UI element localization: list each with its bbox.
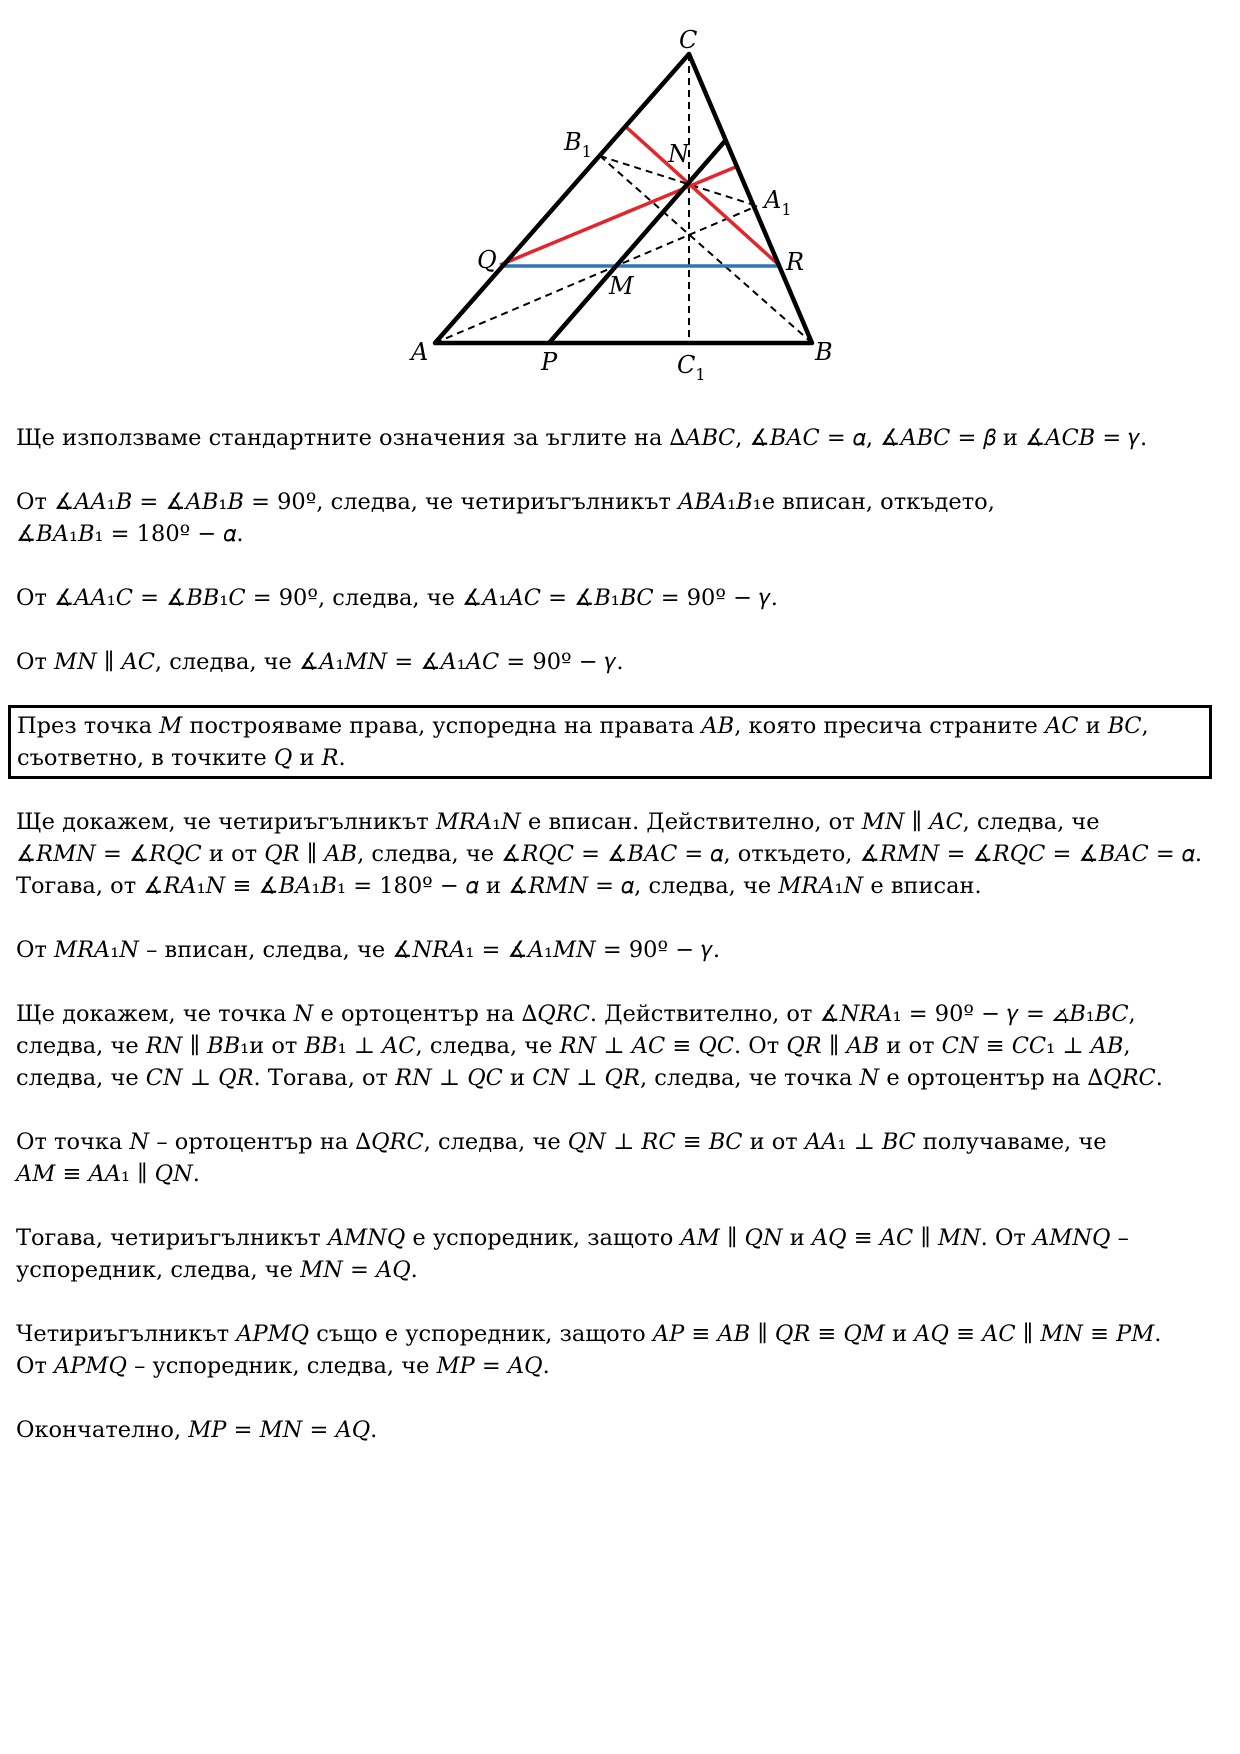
paragraph-amnq-parallelogram: [16, 1222, 1226, 1286]
segment-p-to-bc: [549, 141, 725, 343]
text-line: следва, че 𝐶𝑁 ⊥ 𝑄𝑅. Тогава, от 𝑅𝑁 ⊥ 𝑄𝐶 и 𝐶𝑁 ⊥ 𝑄𝑅, следва, че точка 𝑁 е ортоцентър на ∆𝑄𝑅𝐶.: [16, 1065, 1163, 1091]
text-line: През точка 𝑀 построяваме права, успоредна на правата 𝐴𝐵, която пресича страните 𝐴𝐶 и 𝐵𝐶,: [17, 713, 1149, 739]
paragraph-angles-90-gamma: [16, 582, 1226, 614]
text-line: ∡𝐵𝐴₁𝐵₁ = 180º − 𝛼.: [16, 521, 244, 547]
geometry-figure: [0, 0, 1240, 400]
text-line: От 𝑀𝑅𝐴₁𝑁 – вписан, следва, че ∡𝑁𝑅𝐴₁ = ∡𝐴₁𝑀𝑁 = 90º − 𝛾.: [16, 937, 721, 963]
paragraph-notation: [16, 422, 1226, 454]
label-q: Q: [477, 246, 497, 274]
label-a1: $A_1$: [764, 186, 792, 219]
text-line: 𝐴𝑀 ≡ 𝐴𝐴₁ ∥ 𝑄𝑁.: [16, 1161, 200, 1187]
text-line: Тогава, четириъгълникът 𝐴𝑀𝑁𝑄 е успоредник, защото 𝐴𝑀 ∥ 𝑄𝑁 и 𝐴𝑄 ≡ 𝐴𝐶 ∥ 𝑀𝑁. От 𝐴𝑀𝑁𝑄 –: [16, 1225, 1129, 1251]
label-c1: $C_1$: [677, 351, 706, 384]
text-line: Ще докажем, че четириъгълникът 𝑀𝑅𝐴₁𝑁 е вписан. Действително, от 𝑀𝑁 ∥ 𝐴𝐶, следва, че: [16, 809, 1100, 835]
segment-qn-extended: [500, 166, 738, 265]
paragraph-apmq-parallelogram: [16, 1318, 1226, 1382]
label-n: N: [668, 140, 689, 168]
text-line: Четириъгълникът 𝐴𝑃𝑀𝑄 също е успоредник, защото 𝐴𝑃 ≡ 𝐴𝐵 ∥ 𝑄𝑅 ≡ 𝑄𝑀 и 𝐴𝑄 ≡ 𝐴𝐶 ∥ 𝑀𝑁 ≡ 𝑃𝑀.: [16, 1321, 1162, 1347]
paragraph-mn-parallel-ac: [16, 646, 1226, 678]
segment-rn-extended: [625, 126, 780, 266]
text-line: Окончателно, 𝑀𝑃 = 𝑀𝑁 = 𝐴𝑄.: [16, 1417, 378, 1443]
text-line: От точка 𝑁 – ортоцентър на ∆𝑄𝑅𝐶, следва, че 𝑄𝑁 ⊥ 𝑅𝐶 ≡ 𝐵𝐶 и от 𝐴𝐴₁ ⊥ 𝐵𝐶 получаваме, че: [16, 1129, 1107, 1155]
text-line: ∡𝑅𝑀𝑁 = ∡𝑅𝑄𝐶 и от 𝑄𝑅 ∥ 𝐴𝐵, следва, че ∡𝑅𝑄𝐶 = ∡𝐵𝐴𝐶 = 𝛼, откъдето, ∡𝑅𝑀𝑁 = ∡𝑅𝑄𝐶 = ∡𝐵𝐴𝐶 = 𝛼.: [16, 841, 1202, 867]
text-line: следва, че 𝑅𝑁 ∥ 𝐵𝐵₁и от 𝐵𝐵₁ ⊥ 𝐴𝐶, следва, че 𝑅𝑁 ⊥ 𝐴𝐶 ≡ 𝑄𝐶. От 𝑄𝑅 ∥ 𝐴𝐵 и от 𝐶𝑁 ≡ 𝐶𝐶₁ ⊥ 𝐴𝐵,: [16, 1033, 1131, 1059]
paragraph-qn-parallel-am: [16, 1126, 1226, 1190]
paragraph-orthocenter-proof: [16, 998, 1226, 1094]
red-segments: [500, 126, 780, 266]
text-line: Тогава, от ∡𝑅𝐴₁𝑁 ≡ ∡𝐵𝐴₁𝐵₁ = 180º − 𝛼 и ∡𝑅𝑀𝑁 = 𝛼, следва, че 𝑀𝑅𝐴₁𝑁 е вписан.: [16, 873, 982, 899]
text-line: От ∡𝐴𝐴₁𝐵 = ∡𝐴𝐵₁𝐵 = 90º, следва, че четириъгълникът 𝐴𝐵𝐴₁𝐵₁е вписан, откъдето,: [16, 489, 995, 515]
label-c: C: [679, 26, 698, 54]
text-line: Ще докажем, че точка 𝑁 е ортоцентър на ∆𝑄𝑅𝐶. Действително, от ∡𝑁𝑅𝐴₁ = 90º − 𝛾 = ∡𝐵₁𝐵𝐶,: [16, 1001, 1136, 1027]
label-m: M: [609, 272, 634, 300]
paragraph-cyclic-aba1b1: [16, 486, 1226, 550]
label-a: A: [411, 338, 429, 366]
label-b1: $B_1$: [564, 128, 592, 161]
label-b: B: [815, 338, 833, 366]
label-p: P: [541, 348, 558, 376]
text-line: съответно, в точките 𝑄 и 𝑅.: [17, 745, 346, 771]
text-line: От 𝐴𝑃𝑀𝑄 – успоредник, следва, че 𝑀𝑃 = 𝐴𝑄.: [16, 1353, 550, 1379]
paragraph-nra1-angle: [16, 934, 1226, 966]
text-line: успоредник, следва, че 𝑀𝑁 = 𝐴𝑄.: [16, 1257, 418, 1283]
text-line: Ще използваме стандартните означения за ъглите на ∆𝐴𝐵𝐶, ∡𝐵𝐴𝐶 = 𝛼, ∡𝐴𝐵𝐶 = 𝛽 и ∡𝐴𝐶𝐵 = 𝛾.: [16, 425, 1148, 451]
paragraph-conclusion: [16, 1414, 1226, 1446]
paragraph-mra1n-cyclic-proof: [16, 806, 1226, 902]
text-line: От ∡𝐴𝐴₁𝐶 = ∡𝐵𝐵₁𝐶 = 90º, следва, че ∡𝐴₁𝐴𝐶 = ∡𝐵₁𝐵𝐶 = 90º − 𝛾.: [16, 585, 778, 611]
label-r: R: [786, 248, 805, 276]
text-line: От 𝑀𝑁 ∥ 𝐴𝐶, следва, че ∡𝐴₁𝑀𝑁 = ∡𝐴₁𝐴𝐶 = 90º − 𝛾.: [16, 649, 624, 675]
boxed-construction-paragraph: [8, 705, 1212, 779]
